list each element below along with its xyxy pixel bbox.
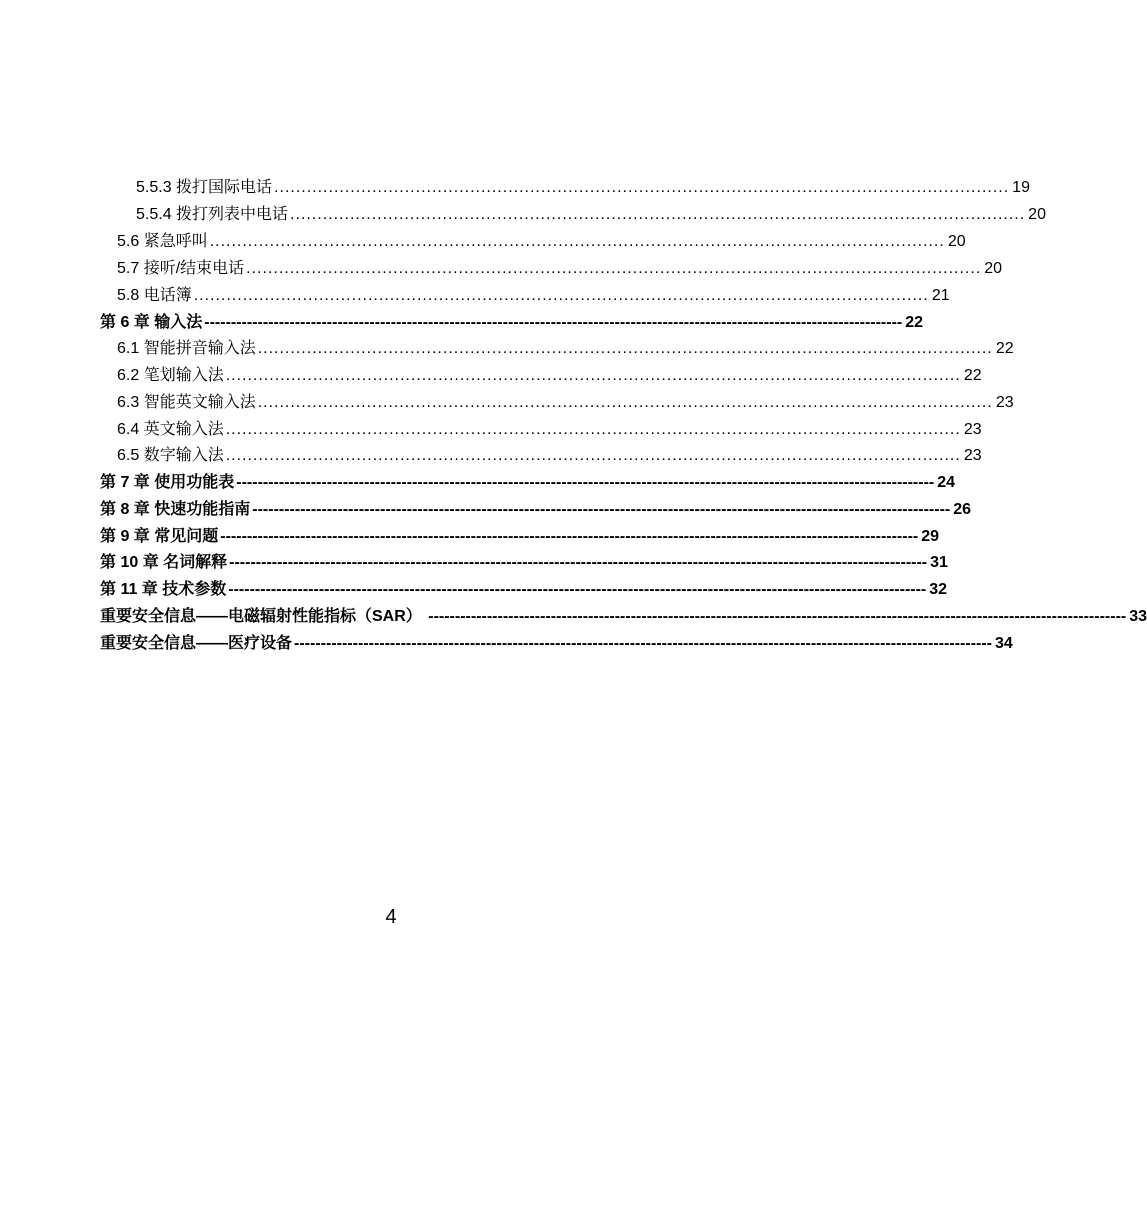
toc-entry-page: 26	[953, 501, 972, 518]
toc-leader: -----------------------------------------------------------------------------------------------------------------------------------	[252, 501, 951, 518]
page-number: 4	[385, 906, 397, 928]
toc-chapter-entry[interactable]	[100, 604, 1147, 630]
toc-entry[interactable]	[117, 336, 1014, 362]
toc-entry-page: 29	[921, 528, 940, 545]
toc-entry[interactable]	[117, 390, 1014, 416]
toc-chapter-entry[interactable]	[100, 310, 924, 336]
toc-leader: -----------------------------------------------------------------------------------------------------------------------------------	[220, 528, 919, 545]
toc-entry-label: 5.6 紧急呼叫	[117, 233, 208, 250]
toc-entry-label: 第 9 章 常见问题	[100, 528, 219, 545]
toc-entry[interactable]	[117, 363, 982, 389]
toc-chapter-entry[interactable]	[100, 470, 956, 496]
toc-entry-page: 19	[1012, 179, 1030, 196]
toc-leader: .......................................................................................................................................	[274, 179, 1010, 196]
toc-entry-label: 重要安全信息——医疗设备	[100, 635, 293, 652]
toc-entry-page: 24	[937, 474, 956, 491]
toc-entry[interactable]	[136, 175, 1030, 201]
toc-chapter-entry[interactable]	[100, 577, 948, 603]
toc-entry-label: 重要安全信息——电磁辐射性能指标（SAR）	[100, 608, 427, 625]
toc-leader: .......................................................................................................................................	[257, 394, 993, 411]
toc-entry-label: 第 10 章 名词解释	[100, 554, 228, 571]
toc-entry[interactable]	[117, 443, 982, 469]
toc-entry-label: 第 6 章 输入法	[100, 314, 203, 331]
toc-entry-label: 5.5.4 拨打列表中电话	[136, 206, 289, 223]
toc-leader: .......................................................................................................................................	[193, 287, 929, 304]
toc-leader: .......................................................................................................................................	[225, 367, 961, 384]
toc-entry[interactable]	[117, 256, 1003, 282]
toc-leader: .......................................................................................................................................	[257, 340, 993, 357]
toc-entry-label: 第 8 章 快速功能指南	[100, 501, 251, 518]
toc-entry-page: 20	[1028, 206, 1046, 223]
toc-entry-label: 6.2 笔划输入法	[117, 367, 224, 384]
toc-entry[interactable]	[117, 417, 982, 443]
toc-entry-page: 20	[984, 260, 1003, 277]
toc-leader: -----------------------------------------------------------------------------------------------------------------------------------	[229, 554, 928, 571]
toc-entry-label: 第 11 章 技术参数	[100, 581, 227, 598]
toc-entry-page: 22	[995, 340, 1014, 357]
toc-entry-page: 22	[963, 367, 982, 384]
toc-leader: -----------------------------------------------------------------------------------------------------------------------------------	[294, 635, 992, 652]
toc-chapter-entry[interactable]	[100, 524, 940, 550]
toc-entry-label: 第 7 章 使用功能表	[100, 474, 235, 491]
toc-entry[interactable]	[136, 202, 1046, 228]
toc-entry-label: 5.5.3 拨打国际电话	[136, 179, 273, 196]
toc-leader: -----------------------------------------------------------------------------------------------------------------------------------	[204, 314, 903, 331]
toc-entry-label: 6.5 数字输入法	[117, 447, 224, 464]
toc-chapter-entry[interactable]	[100, 497, 972, 523]
toc-leader: .......................................................................................................................................	[246, 260, 982, 277]
toc-entry-page: 32	[929, 581, 948, 598]
toc-leader: .......................................................................................................................................	[209, 233, 945, 250]
toc-entry[interactable]	[117, 283, 950, 309]
toc-leader: -----------------------------------------------------------------------------------------------------------------------------------	[236, 474, 935, 491]
toc-leader: .......................................................................................................................................	[225, 447, 961, 464]
toc-leader: .......................................................................................................................................	[225, 421, 961, 438]
toc-entry-label: 6.4 英文输入法	[117, 421, 224, 438]
toc-entry-page: 20	[947, 233, 966, 250]
toc-entry-label: 6.3 智能英文输入法	[117, 394, 256, 411]
toc-entry-label: 5.8 电话簿	[117, 287, 192, 304]
toc-entry-page: 23	[963, 421, 982, 438]
toc-chapter-entry[interactable]	[100, 550, 948, 576]
toc-entry[interactable]	[117, 229, 966, 255]
toc-entry-page: 31	[930, 554, 948, 571]
toc-entry-page: 34	[995, 635, 1013, 652]
toc-chapter-entry[interactable]	[100, 631, 1013, 657]
toc-entry-label: 5.7 接听/结束电话	[117, 260, 245, 277]
toc-entry-page: 21	[931, 287, 950, 304]
toc-entry-page: 33	[1129, 608, 1147, 625]
toc-entry-page: 23	[995, 394, 1014, 411]
toc-entry-page: 23	[963, 447, 982, 464]
toc-entry-page: 22	[905, 314, 924, 331]
toc-leader: -----------------------------------------------------------------------------------------------------------------------------------	[428, 608, 1127, 625]
toc-entry-label: 6.1 智能拼音输入法	[117, 340, 256, 357]
toc-leader: -----------------------------------------------------------------------------------------------------------------------------------	[228, 581, 927, 598]
toc-leader: .......................................................................................................................................	[290, 206, 1026, 223]
